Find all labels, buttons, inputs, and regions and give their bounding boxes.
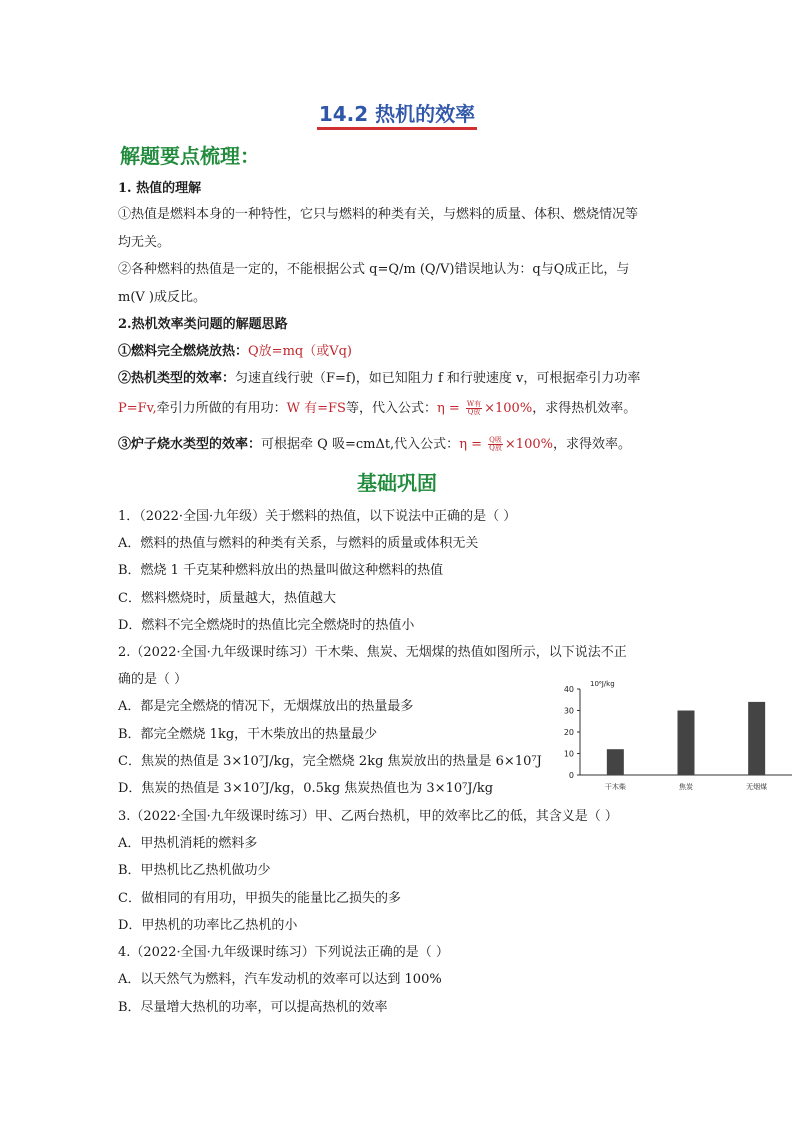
option-b: B．尽量增大热机的功率，可以提高热机的效率 xyxy=(118,1000,388,1015)
option-a: A．都是完全燃烧的情况下，无烟煤放出的热量最多 xyxy=(118,699,414,714)
subheading-heat-value: 1. 热值的理解 xyxy=(118,181,202,196)
bars xyxy=(607,702,765,775)
subheading-efficiency: 2.热机效率类问题的解题思路 xyxy=(118,317,288,332)
y-tick-label: 30 xyxy=(563,706,574,716)
formula: P=Fv, xyxy=(118,401,157,416)
option-d: D．燃料不完全燃烧时的热值比完全燃烧时的热值小 xyxy=(118,618,415,633)
question-stem: 确的是（ ） xyxy=(118,672,188,687)
heat-value-bar-chart xyxy=(560,675,794,800)
bar-3 xyxy=(748,702,765,775)
question-stem: 2.（2022·全国·九年级课时练习）干木柴、焦炭、无烟煤的热值如图所示，以下说法不正 xyxy=(118,645,627,660)
x-category-label: 无烟煤 xyxy=(746,783,768,791)
formula: W 有=FS xyxy=(286,401,346,416)
fraction: $\frac{\text{W有}}{\text{Q放}}$ xyxy=(466,400,482,416)
question-stem: 4.（2022·全国·九年级课时练习）下列说法正确的是（ ） xyxy=(118,945,449,960)
option-b: B．都完全燃烧 1kg，干木柴放出的热量最少 xyxy=(118,727,378,742)
y-tick-label: 0 xyxy=(568,771,574,780)
paragraph-line: ②热机类型的效率：匀速直线行驶（F=f)，如已知阻力 f 和行驶速度 v，可根据牵引力功率 xyxy=(118,371,641,386)
option-c: C．焦炭的热值是 3×10⁷J/kg，完全燃烧 2kg 焦炭放出的热量是 6×10⁷J xyxy=(118,754,542,769)
question-stem: 1．（2022·全国·九年级）关于燃料的热值，以下说法中正确的是（ ） xyxy=(118,509,517,524)
y-tick-label: 10 xyxy=(563,749,574,759)
x-category-label: 焦炭 xyxy=(679,783,693,791)
option-d: D．甲热机的功率比乙热机的小 xyxy=(118,918,298,933)
section-heading-key-points: 解题要点梳理： xyxy=(120,144,260,168)
paragraph-line: ①热值是燃料本身的一种特性，它只与燃料的种类有关，与燃料的质量、体积、燃烧情况等 xyxy=(118,207,639,222)
option-b: B．燃烧 1 千克某种燃料放出的热量叫做这种燃料的热值 xyxy=(118,563,444,578)
y-tick-label: 20 xyxy=(563,728,574,737)
x-labels xyxy=(605,782,767,791)
bar-2 xyxy=(678,711,695,776)
option-d: D．焦炭的热值是 3×10⁷J/kg，0.5kg 焦炭热值也为 3×10⁷J/kg xyxy=(118,781,494,796)
section-heading-basics: 基础巩固 xyxy=(357,471,437,495)
formula: Q放=mq（或Vq) xyxy=(248,344,352,359)
paragraph-line: P=Fv,牵引力所做的有用功：W 有=FS等，代入公式：η = $\frac{\text{W有}}{\text{Q放}}$ ×100%，求得热机效率。 xyxy=(118,400,637,416)
paragraph-line: m(V )成反比。 xyxy=(118,290,206,305)
option-c: C．燃料燃烧时，质量越大，热值越大 xyxy=(118,591,336,606)
page-title: 14.2 热机的效率 xyxy=(0,98,794,127)
option-c: C．做相同的有用功，甲损失的能量比乙损失的多 xyxy=(118,891,401,906)
x-category-label: 干木柴 xyxy=(604,783,626,791)
bar-1 xyxy=(607,749,624,775)
y-ticks xyxy=(564,685,580,780)
paragraph-line: 均无关。 xyxy=(118,235,171,250)
y-axis-unit-label: 10⁶J/kg xyxy=(590,680,615,688)
option-a: A．燃料的热值与燃料的种类有关系，与燃料的质量或体积无关 xyxy=(118,536,479,551)
option-b: B．甲热机比乙热机做功少 xyxy=(118,863,271,878)
option-a: A．甲热机消耗的燃料多 xyxy=(118,836,258,851)
paragraph-line: ②各种燃料的热值是一定的，不能根据公式 q=Q/m (Q/V)错误地认为：q与Q成正比，与 xyxy=(118,262,630,277)
paragraph-line: ①燃料完全燃烧放热：Q放=mq（或Vq) xyxy=(118,344,352,359)
y-tick-label: 40 xyxy=(563,685,574,694)
question-stem: 3.（2022·全国·九年级课时练习）甲、乙两台热机，甲的效率比乙的低，其含义是（ ） xyxy=(118,809,618,824)
fraction: $\frac{\text{Q吸}}{\text{Q放}}$ xyxy=(489,436,502,452)
paragraph-line: ③炉子烧水类型的效率：可根据牵 Q 吸=cmΔt,代入公式：η = $\frac{\text{Q吸}}{\text{Q放}}$ ×100%，求得效率。 xyxy=(118,436,631,452)
option-a: A．以天然气为燃料，汽车发动机的效率可以达到 100% xyxy=(118,972,442,987)
